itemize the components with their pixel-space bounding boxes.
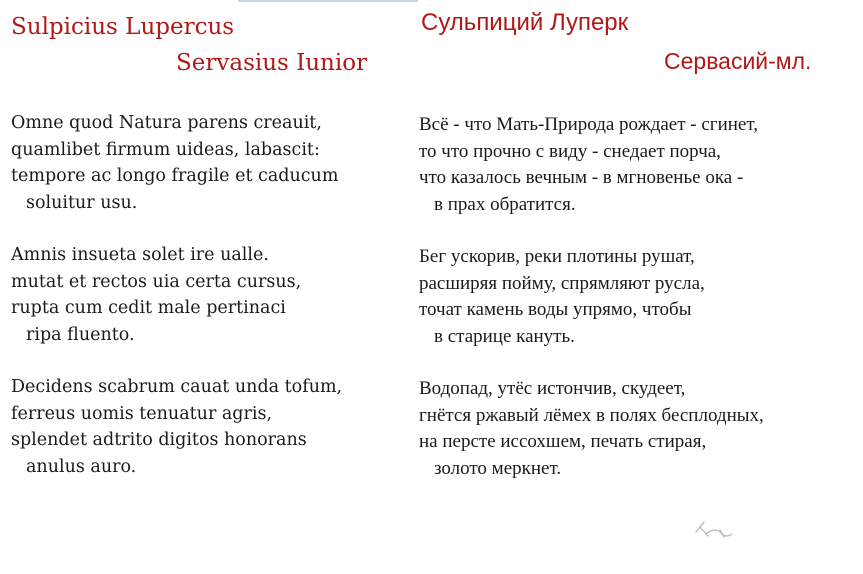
signature-mark	[690, 514, 736, 542]
poem-line: ferreus uomis tenuatur agris,	[11, 403, 273, 424]
poem-line: Decidens scabrum cauat unda tofum,	[11, 377, 343, 397]
latin-stanza	[11, 374, 342, 480]
poem-line: расширяя пойму, спрямляют русла,	[419, 272, 705, 294]
latin-author: Sulpicius Lupercus	[11, 14, 235, 40]
poem-line: Amnis insueta solet ire ualle.	[11, 245, 269, 265]
russian-stanza	[419, 112, 758, 218]
poem-line-indented: ripa fluento.	[26, 324, 135, 345]
poem-line-indented: золото меркнет.	[434, 457, 562, 479]
poem-line: mutat et rectos uia certa cursus,	[11, 271, 302, 292]
poem-line: Всё - что Мать-Природа рождает - сгинет,	[419, 114, 758, 135]
russian-stanza	[419, 244, 705, 350]
poem-line-indented: в прах обратится.	[434, 193, 576, 215]
poem-line-indented: в старице кануть.	[434, 325, 575, 347]
poem-line: точат камень воды упрямо, чтобы	[419, 299, 692, 320]
russian-author: Сульпиций Луперк	[421, 9, 629, 36]
russian-stanza	[419, 376, 764, 482]
latin-stanza	[11, 242, 301, 348]
poem-line: на персте иссохшем, печать стирая,	[419, 431, 707, 452]
poem-line: splendet adtrito digitos honorans	[11, 430, 307, 450]
latin-stanza	[11, 110, 338, 216]
poem-line: quamlibet firmum uideas, labascit:	[11, 139, 320, 160]
poem-line: то что прочно с виду - снедает порча,	[419, 140, 721, 162]
poem-line: что казалось вечным - в мгновенье ока -	[419, 167, 744, 188]
poem-line: tempore ac longo fragile et caducum	[11, 166, 339, 186]
latin-author-2: Servasius Iunior	[176, 50, 368, 76]
poem-line: rupta cum cedit male pertinaci	[11, 298, 286, 318]
poem-line: Бег ускорив, реки плотины рушат,	[419, 246, 695, 267]
poem-line-indented: soluitur usu.	[26, 192, 138, 213]
poem-line: гнётся ржавый лёмех в полях бесплодных,	[419, 404, 764, 426]
poem-line: Водопад, утёс истончив, скудеет,	[419, 378, 686, 399]
poem-line-indented: anulus auro.	[26, 456, 137, 477]
russian-author-2: Сервасий-мл.	[664, 48, 812, 74]
poem-line: Omne quod Natura parens creauit,	[11, 113, 322, 133]
top-divider	[238, 0, 418, 2]
